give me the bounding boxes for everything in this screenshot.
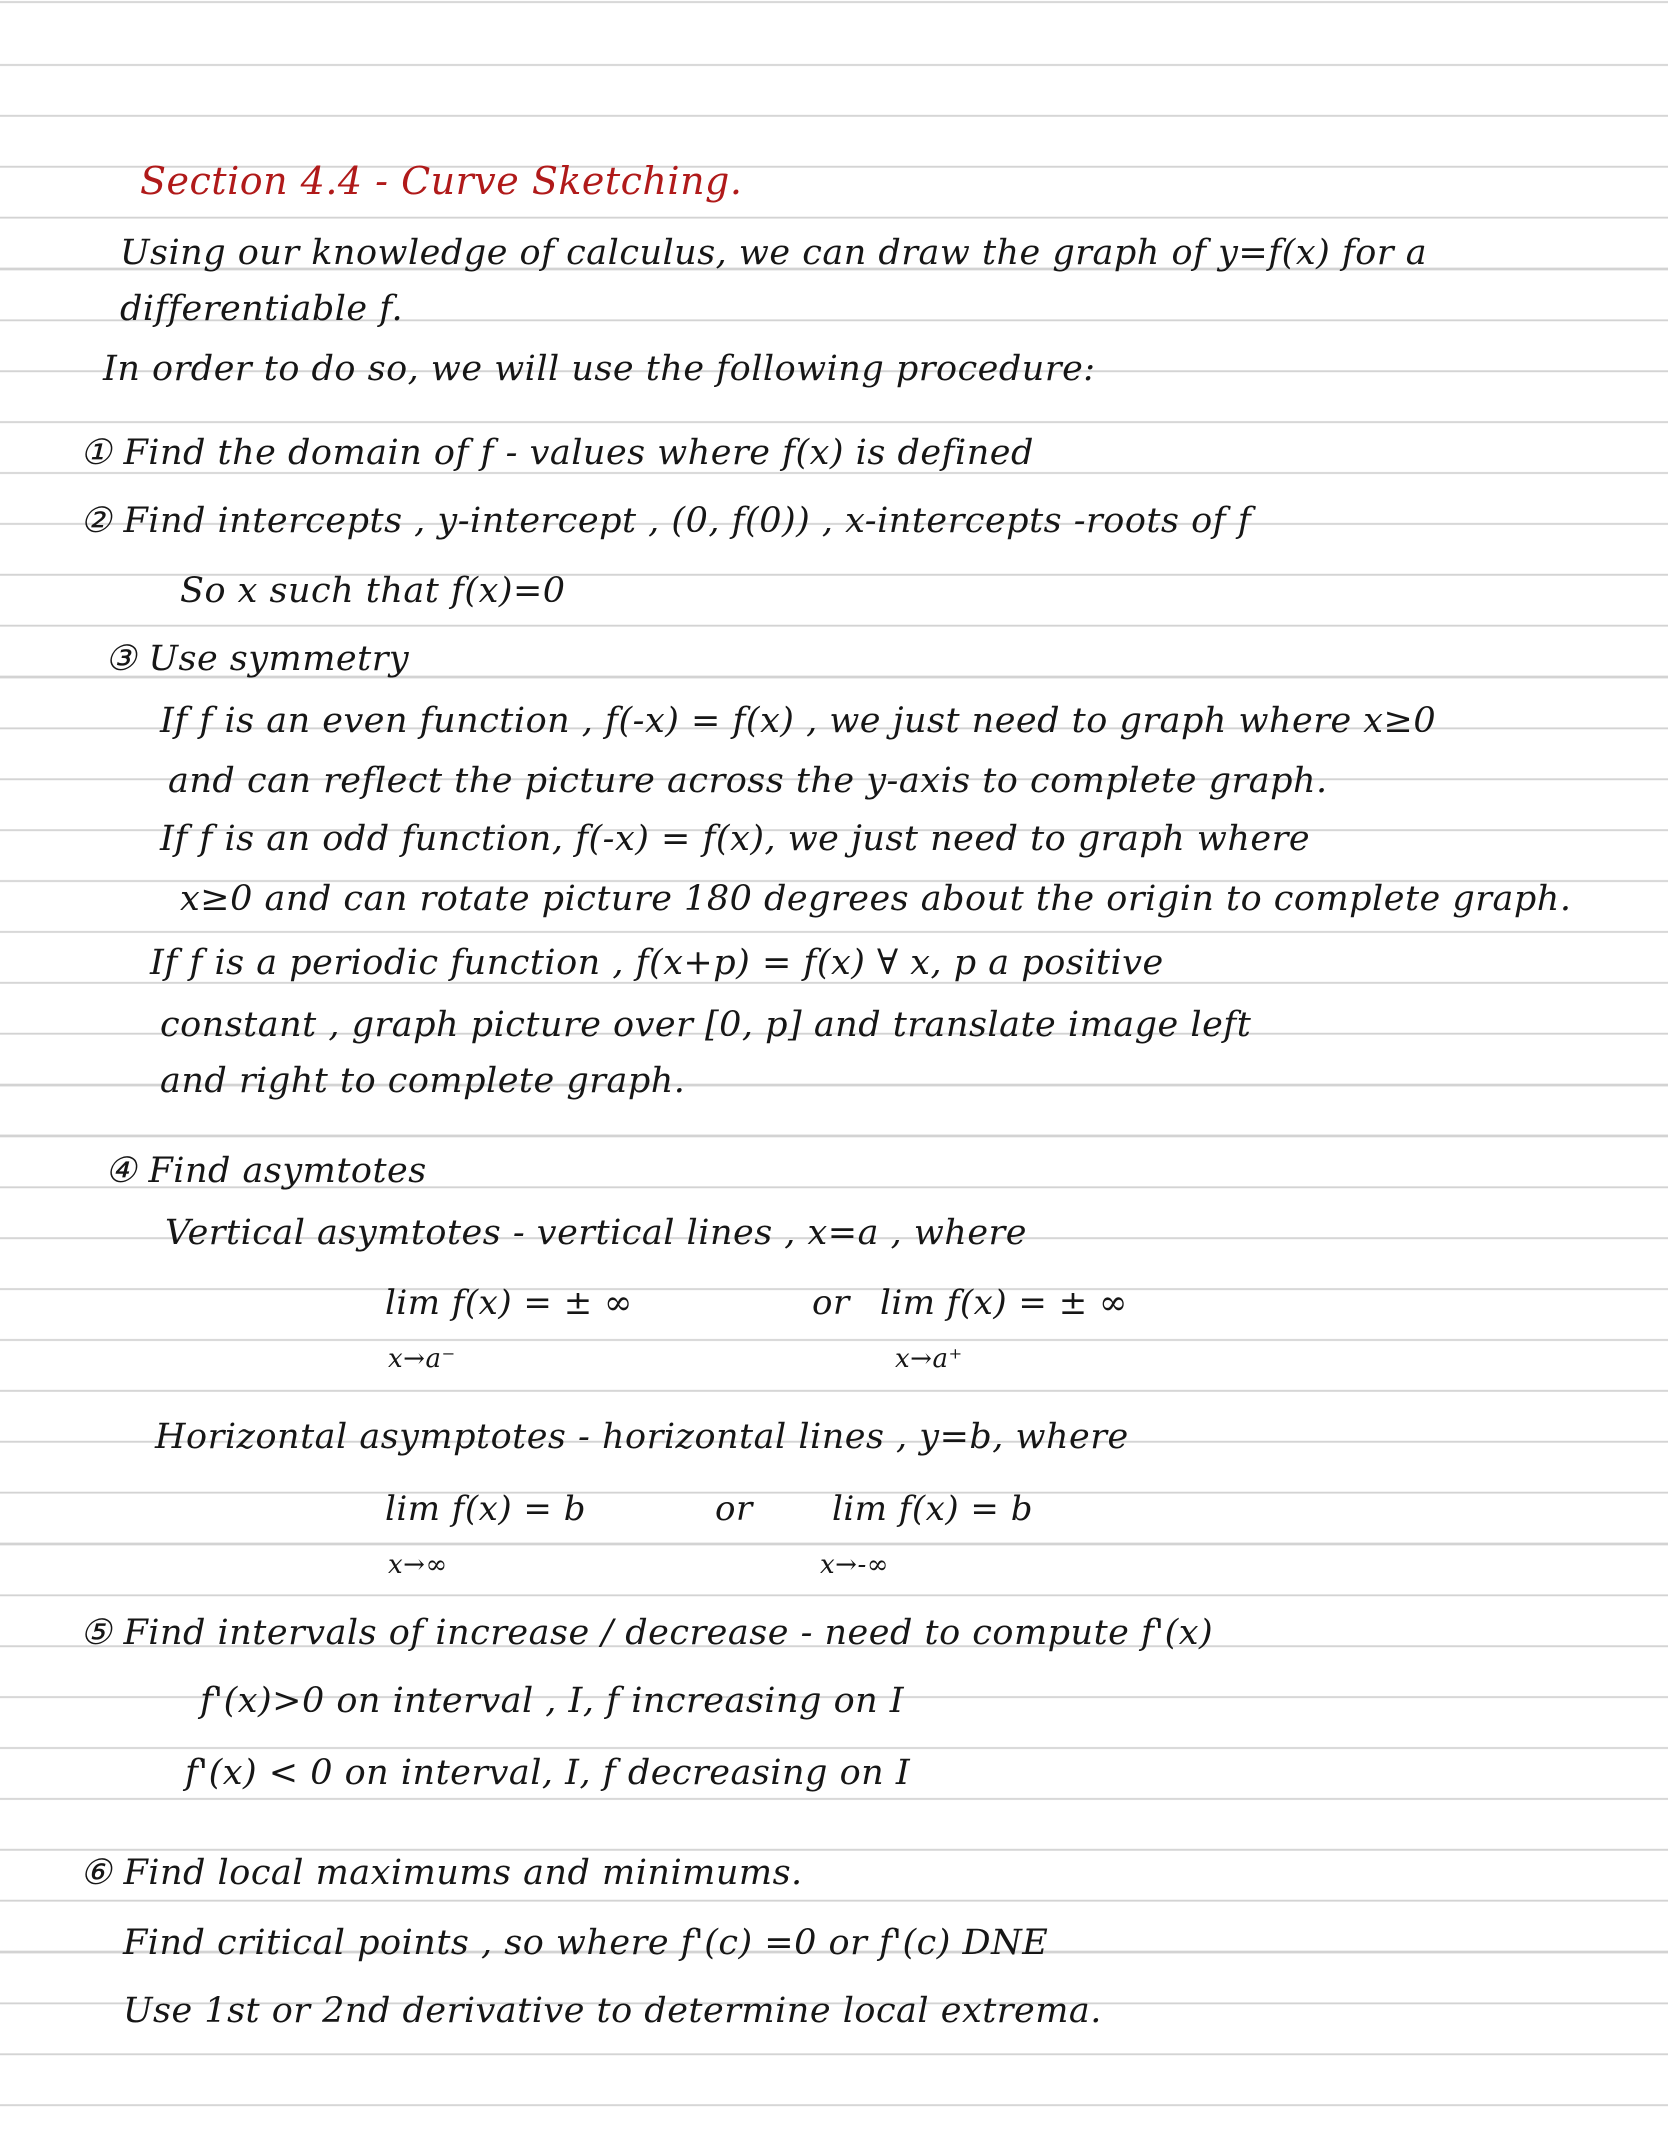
step-3-heading: ③ Use symmetry <box>105 639 410 679</box>
intro-line-3: In order to do so, we will use the following procedure: <box>103 349 1096 389</box>
vertical-asymptotes-line: Vertical asymtotes - vertical lines , x=a , where <box>165 1213 1028 1253</box>
horizontal-limit-or: or <box>715 1489 753 1529</box>
vertical-limit-or: or <box>812 1283 850 1323</box>
step-5-line-2: f'(x) < 0 on interval, I, f decreasing on I <box>185 1753 911 1793</box>
step-3-line-7: and right to complete graph. <box>160 1061 686 1101</box>
horizontal-limit-right-sub: x→-∞ <box>820 1550 889 1580</box>
step-3-line-4: x≥0 and can rotate picture 180 degrees about the origin to complete graph. <box>180 879 1572 919</box>
intro-line-1: Using our knowledge of calculus, we can draw the graph of y=f(x) for a <box>120 233 1428 273</box>
step-6-heading: ⑥ Find local maximums and minimums. <box>80 1853 803 1893</box>
step-2-line-1: ② Find intercepts , y-intercept , (0, f(0)) , x-intercepts -roots of f <box>80 501 1252 541</box>
horizontal-limit-left: lim f(x) = b <box>385 1489 586 1529</box>
step-3-line-5: If f is a periodic function , f(x+p) = f(x) ∀ x, p a positive <box>150 943 1164 983</box>
section-title: Section 4.4 - Curve Sketching. <box>140 159 743 203</box>
step-3-line-3: If f is an odd function, f(-x) = f(x), we just need to graph where <box>160 819 1311 859</box>
step-3-line-6: constant , graph picture over [0, p] and translate image left <box>160 1005 1252 1045</box>
vertical-limit-left: lim f(x) = ± ∞ <box>385 1283 633 1323</box>
step-4-heading: ④ Find asymtotes <box>105 1151 427 1191</box>
step-5-line-1: f'(x)>0 on interval , I, f increasing on I <box>200 1681 905 1721</box>
step-6-line-1: Find critical points , so where f'(c) =0 or f'(c) DNE <box>123 1923 1049 1963</box>
vertical-limit-left-sub: x→a⁻ <box>388 1344 456 1374</box>
horizontal-limit-left-sub: x→∞ <box>388 1550 448 1580</box>
step-1-line: ① Find the domain of f - values where f(x) is defined <box>80 433 1034 473</box>
step-5-heading: ⑤ Find intervals of increase / decrease - need to compute f'(x) <box>80 1613 1214 1653</box>
step-2-line-2: So x such that f(x)=0 <box>180 571 566 611</box>
horizontal-limit-right: lim f(x) = b <box>832 1489 1033 1529</box>
vertical-limit-right: lim f(x) = ± ∞ <box>880 1283 1128 1323</box>
intro-line-2: differentiable f. <box>120 289 404 329</box>
vertical-limit-right-sub: x→a⁺ <box>895 1344 963 1374</box>
step-6-line-2: Use 1st or 2nd derivative to determine local extrema. <box>123 1991 1102 2031</box>
step-3-line-1: If f is an even function , f(-x) = f(x) , we just need to graph where x≥0 <box>160 701 1437 741</box>
horizontal-asymptotes-line: Horizontal asymptotes - horizontal lines , y=b, where <box>155 1417 1129 1457</box>
step-3-line-2: and can reflect the picture across the y-axis to complete graph. <box>168 761 1328 801</box>
